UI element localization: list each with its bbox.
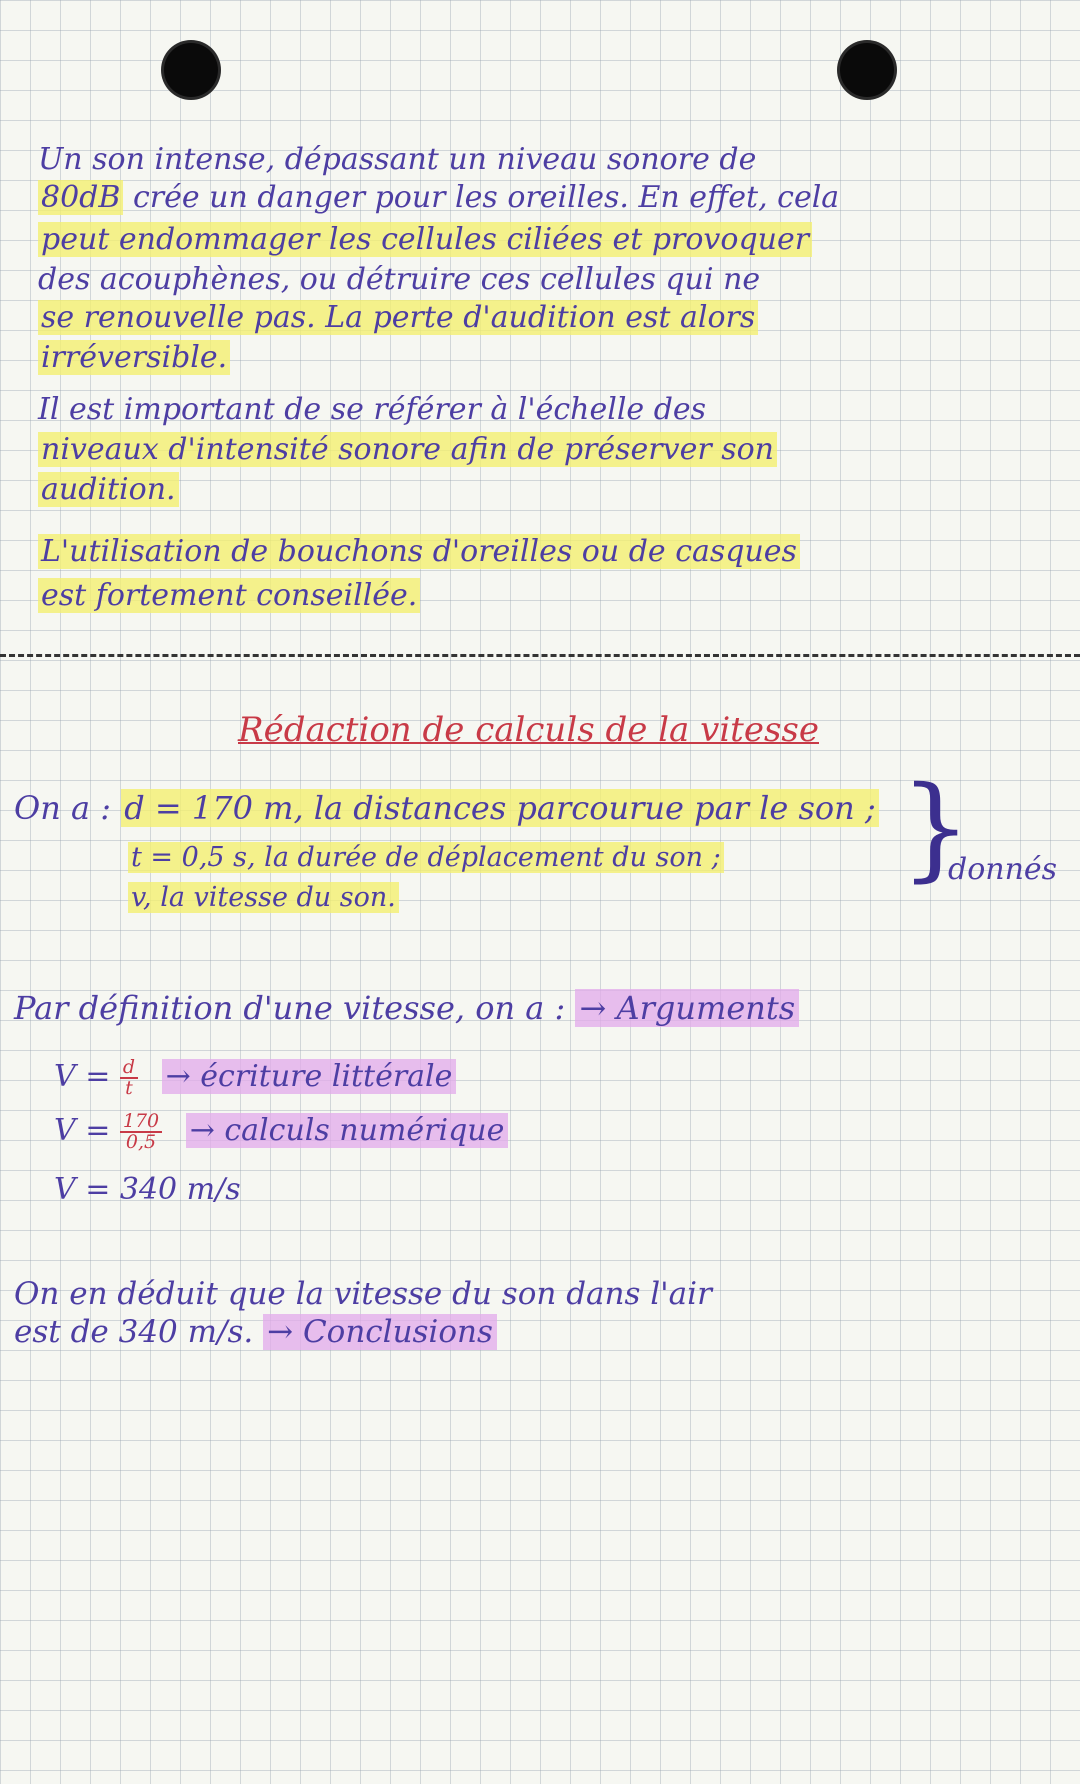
formula-literal	[54, 1058, 456, 1098]
formula-prefix: V =	[54, 1059, 120, 1094]
section-title-text: Rédaction de calculs de la vitesse	[238, 710, 819, 750]
formula-result-text: V = 340 m/s	[54, 1172, 241, 1207]
formula-numeric	[54, 1112, 508, 1152]
binder-hole-left	[164, 43, 218, 97]
fraction-numerator: d	[120, 1058, 138, 1079]
givens-label	[948, 852, 1057, 888]
fraction-numerator: 170	[120, 1112, 162, 1133]
numeric-tag: → calculs numérique	[186, 1113, 509, 1148]
highlight: irréversible.	[38, 340, 230, 375]
literal-tag: → écriture littérale	[162, 1059, 457, 1094]
highlight: audition.	[38, 472, 179, 507]
givens-line-v	[128, 880, 399, 916]
highlight: est fortement conseillée.	[38, 578, 420, 613]
conclusion-tag: → Conclusions	[263, 1314, 497, 1350]
note-line	[38, 142, 756, 178]
formula-prefix: V =	[54, 1113, 120, 1148]
section-title	[238, 712, 819, 748]
givens-label-text: donnés	[948, 852, 1058, 887]
conclusion-text: On en déduit que la vitesse du son dans l'air	[14, 1276, 712, 1312]
highlight: se renouvelle pas. La perte d'audition est alors	[38, 300, 758, 335]
highlight: v, la vitesse du son.	[128, 882, 399, 913]
givens-intro: On a :	[14, 789, 122, 827]
note-line	[38, 578, 420, 614]
fraction	[120, 1112, 162, 1152]
highlight: niveaux d'intensité sonore afin de préserver son	[38, 432, 777, 467]
note-text: Un son intense, dépassant un niveau sonore de	[38, 142, 757, 177]
fraction-denominator: 0,5	[125, 1131, 157, 1153]
definition-text: Par définition d'une vitesse, on a :	[14, 989, 566, 1027]
section-divider	[0, 654, 1080, 657]
note-line	[38, 300, 758, 336]
binder-hole-right	[840, 43, 894, 97]
note-line	[38, 534, 800, 570]
note-line	[38, 432, 777, 468]
highlight: t = 0,5 s, la durée de déplacement du son ;	[128, 842, 724, 873]
fraction-denominator: t	[125, 1077, 133, 1099]
note-line	[38, 472, 179, 508]
fraction	[120, 1058, 138, 1098]
note-line	[38, 222, 812, 258]
note-text: crée un danger pour les oreilles. En effet, cela	[123, 180, 840, 215]
highlight: 80dB	[38, 180, 123, 215]
note-line	[38, 262, 760, 298]
note-text: des acouphènes, ou détruire ces cellules qui ne	[38, 262, 761, 297]
note-line	[38, 180, 839, 216]
highlight: L'utilisation de bouchons d'oreilles ou de casques	[38, 534, 800, 569]
givens-line-t	[128, 840, 724, 876]
conclusion-line-2	[14, 1314, 497, 1350]
conclusion-line-1	[14, 1276, 712, 1312]
argument-tag: → Arguments	[575, 989, 799, 1027]
conclusion-text: est de 340 m/s.	[14, 1314, 254, 1350]
note-line	[38, 340, 230, 376]
curly-brace-icon: }	[900, 763, 972, 893]
note-line	[38, 392, 706, 428]
formula-result	[54, 1172, 241, 1208]
givens-line-d	[14, 790, 879, 826]
note-text: Il est important de se référer à l'échelle des	[38, 392, 707, 427]
highlight: d = 170 m, la distances parcourue par le son ;	[121, 789, 879, 827]
definition-line	[14, 990, 799, 1026]
highlight: peut endommager les cellules ciliées et provoquer	[38, 222, 812, 257]
